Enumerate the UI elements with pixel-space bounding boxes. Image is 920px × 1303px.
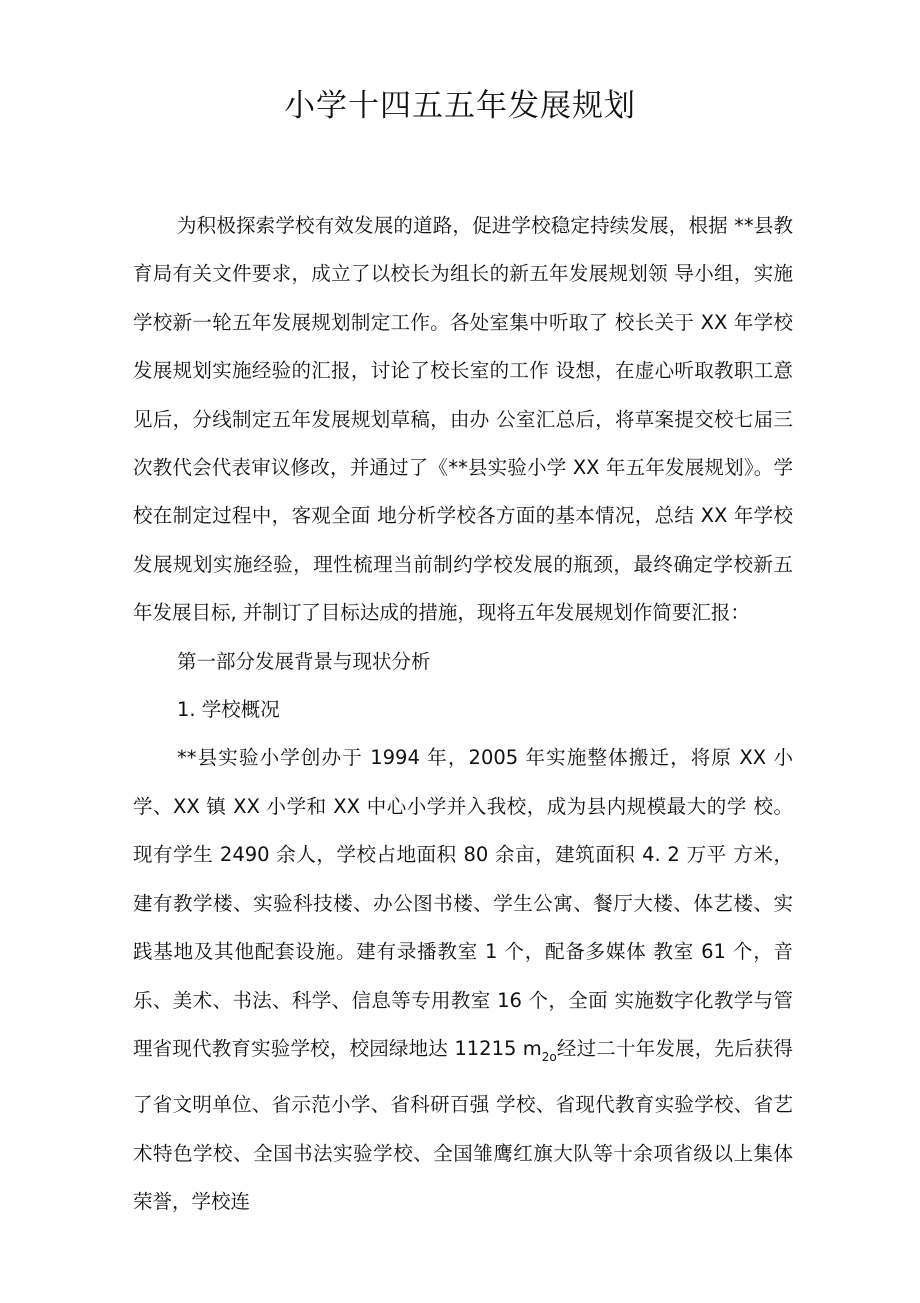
overview-text-part1: **县实验小学创办于 1994 年，2005 年实施整体搬迁，将原 XX 小 学、XX 镇 XX 小学和 XX 中心小学并入我校，成为县内规模最大的学 校。现有学生 2490 余人，学校占地面积 80 余亩，建筑面积 4. 2 万平 方米，建有教学楼、实验科技楼、办公图书楼、学生公寓、餐厅大楼、体艺楼、实践基地及其他配套设施。建有录播教室 1 个，配备多媒体 教室 61 个，音乐、美术、书法、科学、信息等专用教室 16 个，全面 实施数字化教学与管理省现代教育实验学校，校园绿地达 11215 m	[133, 746, 793, 1060]
school-overview-paragraph	[133, 734, 793, 1226]
subsection-heading: 1. 学校概况	[177, 698, 280, 722]
page-title: 小学十四五五年发展规划	[284, 88, 636, 124]
document-body	[133, 202, 793, 1227]
intro-paragraph: 为积极探索学校有效发展的道路，促进学校稳定持续发展，根据 **县教育局有关文件要求，成立了以校长为组长的新五年发展规划领 导小组，实施学校新一轮五年发展规划制定工作。各处室集中听取了 校长关于 XX 年学校发展规划实施经验的汇报，讨论了校长室的工作 设想，在虚心听取教职工意见后，分线制定五年发展规划草稿，由办 公室汇总后，将草案提交校七届三次教代会代表审议修改，并通过了《**县实验小学 XX 年五年发展规划》。学校在制定过程中，客观全面 地分析学校各方面的基本情况，总结 XX 年学校发展规划实施经验，理性梳理当前制约学校发展的瓶颈，最终确定学校新五年发展目标, 并制订了目标达成的措施，现将五年发展规划作简要汇报：	[133, 214, 793, 625]
section-heading: 第一部分发展背景与现状分析	[177, 649, 431, 673]
area-unit-subscript: 2o	[541, 1049, 557, 1064]
overview-text-part2: 经过二十年发展，先后获得了省文明单位、省示范小学、省科研百强 学校、省现代教育实验学校、省艺术特色学校、全国书法实验学校、全国雏鹰红旗大队等十余项省级以上集体荣誉，学校连	[133, 1036, 793, 1214]
